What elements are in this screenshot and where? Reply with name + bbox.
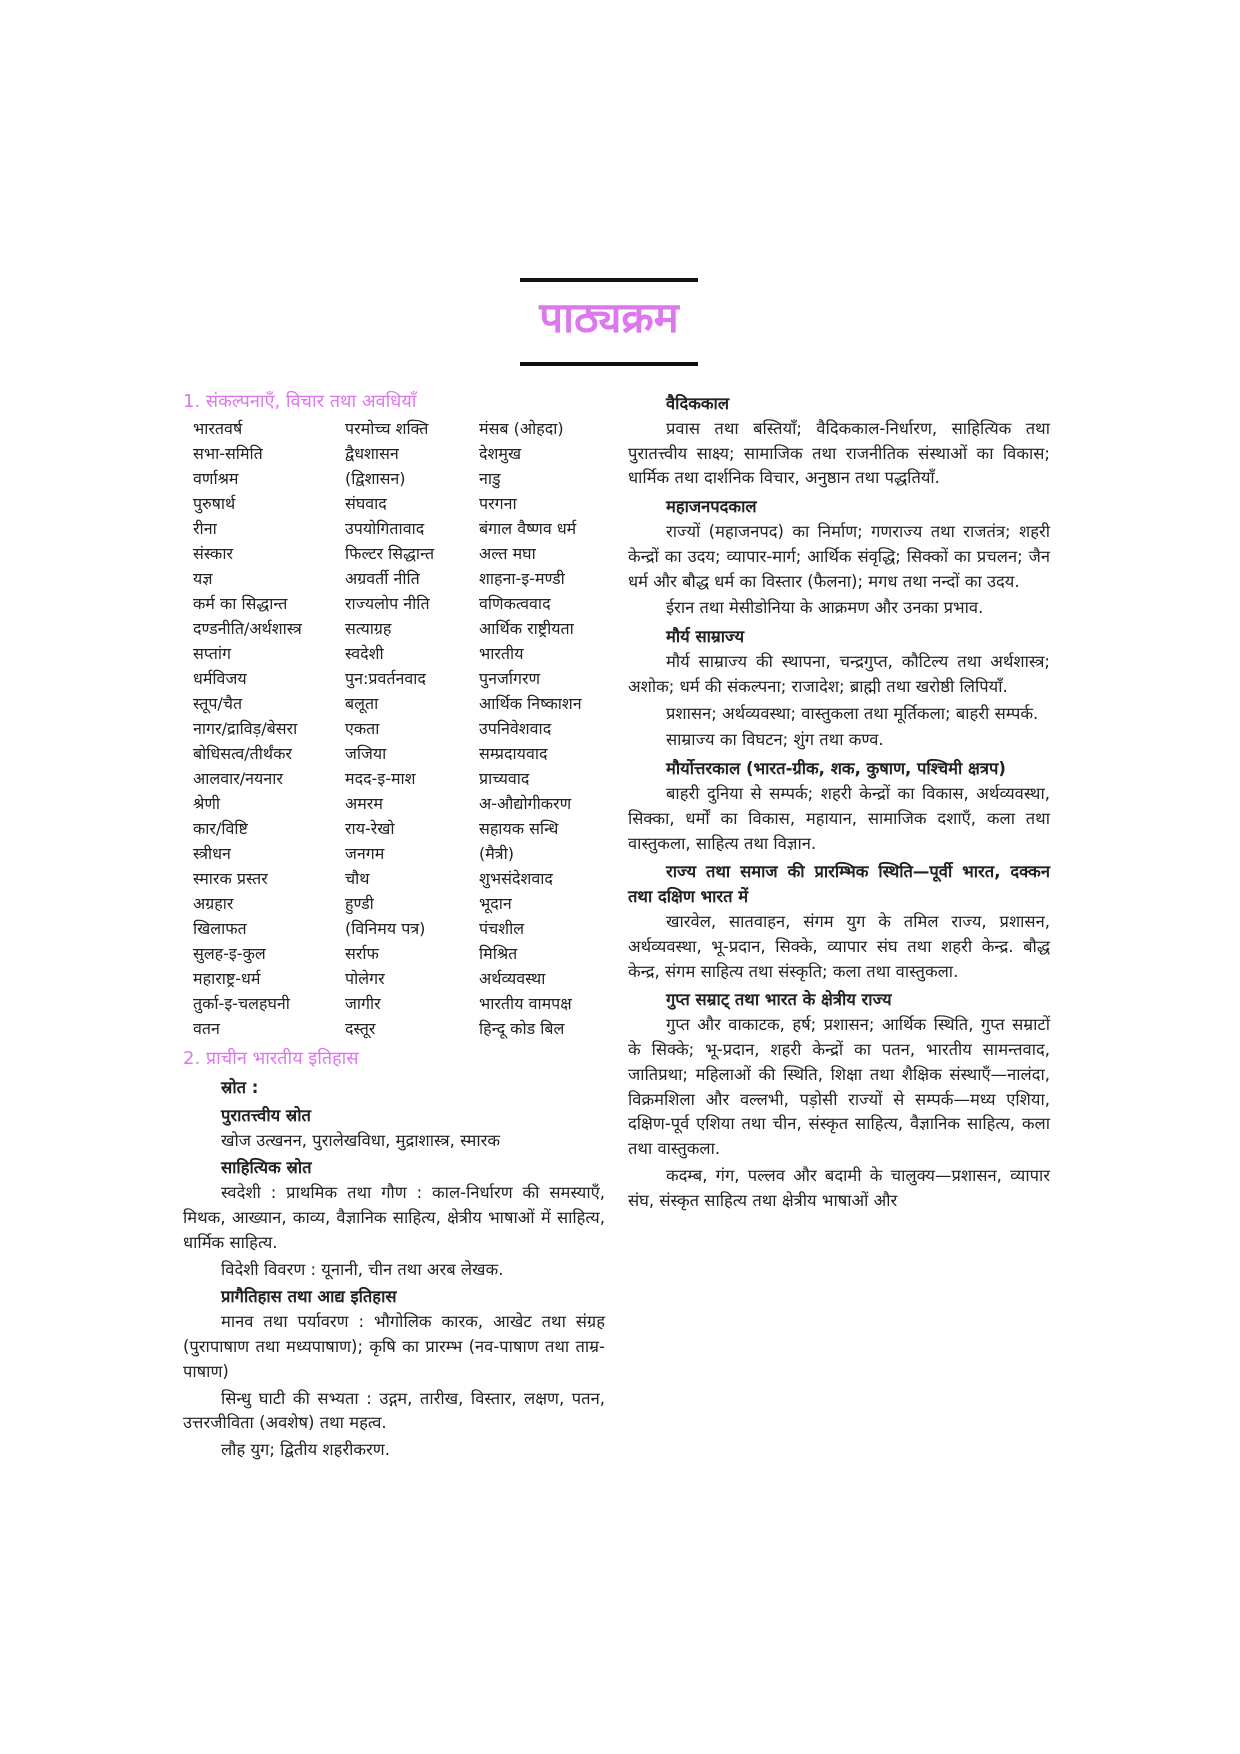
term-cell: दस्तूर	[345, 1019, 376, 1038]
paragraph: मौर्य साम्राज्य की स्थापना, चन्द्रगुप्त, कौटिल्य तथा अर्थशास्त्र; अशोक; धर्म की संकल्पना; राजादेश; ब्राह्मी तथा खरोष्ठी लिपियाँ.	[628, 651, 1050, 696]
page-title: पाठ्यक्रम	[539, 293, 679, 342]
term-cell: अर्थव्यवस्था	[479, 969, 546, 988]
title-block	[520, 278, 698, 366]
term-cell: कार/विष्टि	[193, 819, 248, 838]
term-cell: देशमुख	[479, 444, 522, 463]
term-cell: अल्त मघा	[479, 544, 536, 563]
term-cell: परमोच्च शक्ति	[345, 419, 429, 438]
archaeological-heading: पुरातत्त्वीय स्रोत	[221, 1105, 311, 1125]
maurya-heading: मौर्य साम्राज्य	[666, 627, 745, 647]
term-cell: सुलह-इ-कुल	[193, 944, 266, 963]
term-cell: संस्कार	[193, 544, 234, 563]
term-cell: (विनिमय पत्र)	[345, 919, 426, 938]
term-cell: सभा-समिति	[193, 444, 263, 463]
term-cell: राय-रेखो	[345, 819, 395, 838]
term-cell: भारतवर्ष	[193, 419, 243, 438]
term-cell: पोलेगर	[345, 969, 385, 988]
left-column	[183, 388, 605, 1465]
term-cell: शाहना-इ-मण्डी	[479, 569, 565, 588]
term-cell: सत्याग्रह	[345, 619, 392, 638]
early-state-heading: राज्य तथा समाज की प्रारम्भिक स्थिति—पूर्वी भारत, दक्कन तथा दक्षिण भारत में	[628, 862, 1050, 907]
prehistory-heading: प्रागैतिहास तथा आद्य इतिहास	[221, 1287, 397, 1307]
term-cell: उपयोगितावाद	[345, 519, 425, 538]
post-maurya-heading: मौर्योत्तरकाल (भारत-ग्रीक, शक, कुषाण, पश्चिमी क्षत्रप)	[666, 759, 1006, 779]
term-cell: खिलाफत	[193, 919, 247, 938]
paragraph: विदेशी विवरण : यूनानी, चीन तथा अरब लेखक.	[221, 1259, 504, 1279]
paragraph: साम्राज्य का विघटन; शुंग तथा कण्व.	[666, 730, 884, 750]
literary-heading: साहित्यिक स्रोत	[221, 1158, 312, 1178]
paragraph: राज्यों (महाजनपद) का निर्माण; गणराज्य तथा राजतंत्र; शहरी केन्द्रों का उदय; व्यापार-मार्ग; आर्थिक संवृद्धि; सिक्कों का प्रचलन; जैन धर्म और बौद्ध धर्म का विस्तार (फैलना); मगध तथा नन्दों का उदय.	[628, 521, 1050, 591]
right-column	[628, 388, 1050, 1216]
paragraph: स्वदेशी : प्राथमिक तथा गौण : काल-निर्धारण की समस्याएँ, मिथक, आख्यान, काव्य, वैज्ञानिक साहित्य, क्षेत्रीय भाषाओं में साहित्य, धार्मिक साहित्य.	[183, 1183, 605, 1252]
term-cell: बंगाल वैष्णव धर्म	[479, 519, 577, 538]
term-cell: यज्ञ	[193, 569, 213, 588]
term-cell: स्त्रीधन	[193, 844, 231, 863]
term-cell: आर्थिक निष्काशन	[479, 694, 582, 713]
sources-label: स्रोत :	[221, 1078, 259, 1097]
archaeological-text: खोज उत्खनन, पुरालेखविधा, मुद्राशास्त्र, स्मारक	[221, 1130, 501, 1150]
terms-table	[183, 416, 605, 1041]
paragraph: कदम्ब, गंग, पल्लव और बदामी के चालुक्य—प्रशासन, व्यापार संघ, संस्कृत साहित्य तथा क्षेत्रीय भाषाओं और	[628, 1165, 1050, 1210]
section-1-heading: 1. संकल्पनाएँ, विचार तथा अवधियाँ	[183, 391, 417, 412]
term-cell: मंसब (ओहदा)	[479, 419, 564, 438]
term-cell: अ-औद्योगीकरण	[479, 794, 572, 813]
term-cell: अग्रवर्ती नीति	[345, 569, 420, 588]
term-cell: पुरुषार्थ	[193, 494, 236, 513]
term-cell: राज्यलोप नीति	[345, 594, 430, 613]
term-cell: परगना	[479, 494, 517, 513]
paragraph: प्रशासन; अर्थव्यवस्था; वास्तुकला तथा मूर्तिकला; बाहरी सम्पर्क.	[666, 703, 1039, 723]
term-cell: भूदान	[479, 894, 512, 913]
term-cell: हिन्दू कोड बिल	[479, 1019, 565, 1038]
term-cell: कर्म का सिद्धान्त	[193, 594, 288, 613]
term-cell: पंचशील	[479, 919, 525, 938]
term-cell: धर्मविजय	[193, 669, 247, 688]
gupta-heading: गुप्त सम्राट् तथा भारत के क्षेत्रीय राज्य	[666, 990, 892, 1010]
term-cell: नाडु	[479, 469, 501, 488]
term-cell: अमरम	[345, 794, 383, 813]
term-cell: द्वैधशासन	[345, 444, 399, 463]
term-cell: जजिया	[345, 744, 387, 763]
paragraph: ईरान तथा मेसीडोनिया के आक्रमण और उनका प्रभाव.	[666, 598, 984, 618]
term-cell: मिश्रित	[479, 944, 518, 963]
term-cell: हुण्डी	[345, 894, 374, 913]
term-cell: बलूता	[345, 694, 379, 713]
term-cell: भारतीय	[479, 644, 524, 663]
term-cell: स्मारक प्रस्तर	[193, 869, 268, 888]
term-cell: वणिकत्ववाद	[479, 594, 551, 613]
term-cell: सहायक सन्धि	[479, 819, 559, 838]
term-cell: दण्डनीति/अर्थशास्त्र	[193, 619, 302, 638]
paragraph: गुप्त और वाकाटक, हर्ष; प्रशासन; आर्थिक स्थिति, गुप्त सम्राटों के सिक्के; भू-प्रदान, शहरी केन्द्रों का पतन, भारतीय सामन्तवाद, जातिप्रथा; महिलाओं की स्थिति, शिक्षा तथा शैक्षिक संस्थाएँ—नालंदा, विक्रमशिला और वल्लभी, पड़ोसी राज्यों से सम्पर्क—मध्य एशिया, दक्षिण-पूर्व एशिया तथा चीन, संस्कृत साहित्य, वैज्ञानिक साहित्य, कला तथा वास्तुकला.	[628, 1015, 1050, 1159]
term-cell: रीना	[193, 519, 217, 538]
term-cell: श्रेणी	[193, 794, 221, 813]
term-cell: जागीर	[345, 994, 381, 1013]
term-cell: प्राच्यवाद	[479, 769, 530, 788]
term-cell: शुभसंदेशवाद	[479, 869, 553, 888]
paragraph: मानव तथा पर्यावरण : भौगोलिक कारक, आखेट तथा संग्रह (पुरापाषाण तथा मध्यपाषाण); कृषि का प्रारम्भ (नव-पाषाण तथा ताम्र-पाषाण)	[183, 1312, 605, 1381]
term-cell: पुन:प्रवर्तनवाद	[345, 669, 426, 688]
term-cell: संघवाद	[345, 494, 387, 513]
paragraph: खारवेल, सातवाहन, संगम युग के तमिल राज्य, प्रशासन, अर्थव्यवस्था, भू-प्रदान, सिक्के, व्यापार संघ तथा शहरी केन्द्र. बौद्ध केन्द्र, संगम साहित्य तथा संस्कृति; कला तथा वास्तुकला.	[628, 911, 1050, 981]
term-cell: पुनर्जागरण	[479, 669, 541, 688]
term-cell: आलवार/नयनार	[193, 769, 283, 788]
section-2-heading: 2. प्राचीन भारतीय इतिहास	[183, 1048, 359, 1069]
term-cell: नागर/द्राविड़/बेसरा	[193, 719, 298, 738]
term-cell: बोधिसत्व/तीर्थंकर	[193, 744, 292, 763]
vedic-heading: वैदिककाल	[666, 394, 730, 413]
paragraph: सिन्धु घाटी की सभ्यता : उद्गम, तारीख, विस्तार, लक्षण, पतन, उत्तरजीविता (अवशेष) तथा महत्व.	[183, 1388, 605, 1433]
term-cell: अग्रहार	[193, 894, 234, 913]
mahajanapada-heading: महाजनपदकाल	[666, 497, 757, 517]
term-cell: महाराष्ट्र-धर्म	[193, 969, 261, 988]
term-cell: एकता	[345, 719, 380, 738]
paragraph: बाहरी दुनिया से सम्पर्क; शहरी केन्द्रों का विकास, अर्थव्यवस्था, सिक्का, धर्मों का विकास, महायान, सामाजिक दशाएँ, कला तथा वास्तुकला, साहित्य तथा विज्ञान.	[628, 783, 1050, 853]
term-cell: (द्विशासन)	[345, 469, 406, 488]
term-cell: उपनिवेशवाद	[479, 719, 552, 738]
term-cell: (मैत्री)	[479, 844, 515, 863]
term-cell: भारतीय वामपक्ष	[479, 994, 572, 1013]
paragraph: प्रवास तथा बस्तियाँ; वैदिककाल-निर्धारण, साहित्यिक तथा पुरातत्त्वीय साक्ष्य; सामाजिक तथा राजनीतिक संस्थाओं का विकास; धार्मिक तथा दार्शनिक विचार, अनुष्ठान तथा पद्धतियाँ.	[628, 418, 1050, 488]
term-cell: मदद-इ-माश	[345, 769, 416, 788]
term-cell: सर्राफ	[345, 944, 379, 963]
term-cell: स्वदेशी	[345, 644, 384, 663]
term-cell: वतन	[193, 1019, 220, 1038]
term-cell: वर्णाश्रम	[193, 469, 239, 488]
term-cell: जनगम	[345, 844, 385, 863]
paragraph: लौह युग; द्वितीय शहरीकरण.	[221, 1440, 390, 1460]
term-cell: तुर्का-इ-चलहघनी	[193, 994, 290, 1013]
term-cell: चौथ	[345, 869, 370, 888]
term-cell: फिल्टर सिद्धान्त	[345, 544, 435, 563]
term-cell: स्तूप/चैत	[193, 694, 243, 713]
term-cell: आर्थिक राष्ट्रीयता	[479, 619, 574, 638]
term-cell: सप्तांग	[193, 644, 232, 663]
term-cell: सम्प्रदायवाद	[479, 744, 548, 763]
